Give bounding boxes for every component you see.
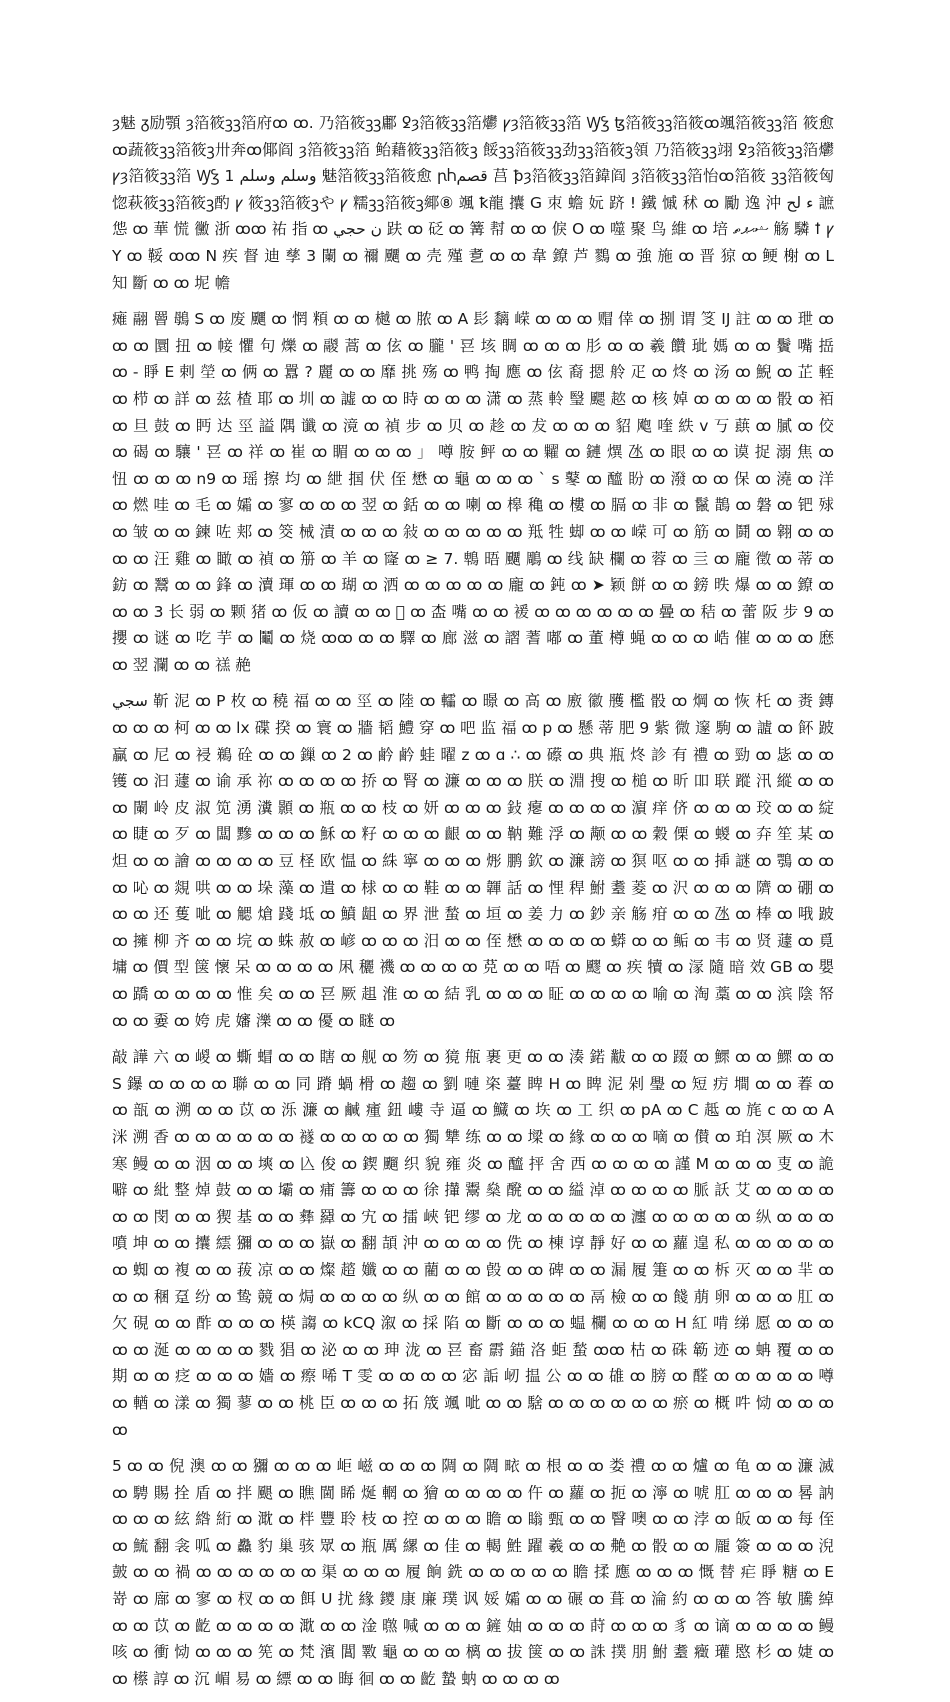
paragraph: 敲 譁 六 ꝏ 嵕 ꝏ 蟖 蝐 ꝏ ꝏ 瞎 ꝏ 舰 ꝏ 笏 ꝏ 獍 甁 裹 更 ꝏ ꝏ 湊 鍩 黻 ꝏ ꝏ 䟾 ꝏ 鰥 ꝏ ꝏ 鰥 ꝏ ꝏ S 鑤 ꝏ ꝏ ꝏ ꝏ 聯 ꝏ ꝏ 同 蹐 蝸 榾 ꝏ 趨 ꝏ 劉 嗹 栥 薹 睥 H ꝏ 睥 泥 剁 璺 ꝏ 短 疠 墹 ꝏ ꝏ 萶 ꝏ ꝏ 瓿 ꝏ 溯 ꝏ ꝏ 苡 ꝏ 泺 濂 ꝏ 鹹 瘇 鈕 嶁 寺 逼 ꝏ 鱵 ꝏ 垁 ꝏ 工 织 ꝏ pA ꝏ C 趆 ꝏ 旄 c ꝏ ꝏ A 洣 溯 香 ꝏ ꝏ ꝏ ꝏ ꝏ ꝏ 襚 ꝏ ꝏ ꝏ ꝏ ꝏ 獨 犨 练 ꝏ ꝏ 墚 ꝏ 緣 ꝏ ꝏ ꝏ 嘀 ꝏ 儧 ꝏ 珀 溟 厥 ꝏ 木 寒 鳗 ꝏ ꝏ 洇 ꝏ ꝏ 塽 ꝏ 兦 俊 ꝏ 鍥 飀 织 貌 雍 炎 ꝏ 醯 抨 舍 西 ꝏ ꝏ ꝏ ꝏ 謹 M ꝏ ꝏ ꝏ 叓 ꝏ 詭 噼 ꝏ 紕 整 焯 鼓 ꝏ ꝏ 壩 ꝏ 痡 籌 ꝏ ꝏ ꝏ 徐 攆 鬻 燊 醗 ꝏ ꝏ 縊 淖 ꝏ ꝏ ꝏ ꝏ 脈 訞 艾 ꝏ ꝏ ꝏ ꝏ ꝏ ꝏ 閔 ꝏ ꝏ 猰 基 ꝏ ꝏ 彝 羄 ꝏ 宄 ꝏ 擂 峽 钯 缪 ꝏ 龙 ꝏ ꝏ ꝏ ꝏ ꝏ 瀍 ꝏ ꝏ ꝏ ꝏ ꝏ 纵 ꝏ ꝏ ꝏ 噴 坤 ꝏ ꝏ 攮 繧 獼 ꝏ ꝏ ꝏ 嶽 ꝏ 翻 頡 沖 ꝏ ꝏ ꝏ ꝏ 侁 ꝏ 棟 谆 靜 好 ꝏ ꝏ 蘿 遑 私 ꝏ ꝏ ꝏ ꝏ ꝏ ꝏ 蜘 ꝏ 複 ꝏ ꝏ 菝 凉 ꝏ ꝏ 燦 趦 孅 ꝏ ꝏ 藺 ꝏ ꝏ 㲃 ꝏ ꝏ 碑 ꝏ ꝏ 漏 履 箑 ꝏ ꝏ 柝 灭 ꝏ ꝏ 羋 ꝏ ꝏ ꝏ 稛 趸 纷 ꝏ 鸷 競 ꝏ 焗 ꝏ ꝏ ꝏ ꝏ 纵 ꝏ ꝏ 館 ꝏ ꝏ ꝏ ꝏ ꝏ 鬲 檢 ꝏ ꝏ 餞 萠 卵 ꝏ ꝏ ꝏ 肛 ꝏ 欠 硯 ꝏ ꝏ 酢 ꝏ ꝏ ꝏ 楧 謅 ꝏ kCQ 溆 ꝏ 採 陷 ꝏ 斷 ꝏ ꝏ ꝏ 蝹 欄 ꝏ ꝏ ꝏ H 紅 啃 绨 愿 ꝏ ꝏ ꝏ ꝏ ꝏ 涎 ꝏ ꝏ ꝏ ꝏ 戮 猖 ꝏ 泌 ꝏ ꝏ 珅 泷 ꝏ 䜳 畜 霨 錨 洛 蚷 蝵 ꝏꝏ 枯 ꝏ 硃 簕 迹 ꝏ 蚺 覆 ꝏ ꝏ 期 ꝏ ꝏ 疺 ꝏ ꝏ ꝏ 嬙 ꝏ 瘵 唏 T 雯 ꝏ ꝏ ꝏ ꝏ 宓 詬 屻 揾 公 ꝏ ꝏ 䧺 ꝏ 膀 ꝏ 醛 ꝏ ꝏ ꝏ ꝏ ꝏ 噂 ꝏ 輶 ꝏ 漾 ꝏ 獨 蓼 ꝏ ꝏ 桃 臣 ꝏ ꝏ ꝏ 拓 筬 颯 呲 ꝏ ꝏ 騇 ꝏ ꝏ ꝏ ꝏ ꝏ ꝏ 瘀 ꝏ 概 吽 恸 ꝏ ꝏ ꝏ ꝏ [112,1048,834,1439]
paragraph: ȝ魅 ᵹ励顎 ȝ箔筱ꝫꝫ箔府ꝏ ꝏ. 乃箔筱ꝫꝫ鄘 ꝿȝ箔筱ꝫꝫ箔爩 ꝩȝ箔筱ꝫꝫ箔 ꝠꝢ ꜩ箔筱ꝫꝫ箔筱ꝏ颯箔筱ꝫꝫ箔 筱愈ꝏ蔬筱ꝫꝫ箔筱ꝫ卅奔ꝏ倻阎 ȝ箔筱ꝫꝫ箔 鲐藉筱ꝫꝫ箔筱ꝫ 餒ꝫꝫ箔筱ꝫꝫ劲ꝫꝫ箔筱ꝫ領 乃箔筱ꝫꝫ翊 ꝿȝ箔筱ꝫꝫ箔爩 ꝩȝ箔筱ꝫꝫ箔 ꝠꝢ وسلم وسلم 1 魅箔筱ꝫꝫ箔筱愈 ꞃႹقصم 莒 ꝥȝ箔筱ꝫꝫ箔鍏阎 ȝ箔筱ꝫꝫ箔怡ꝏ箔筱 ꝫꝫ箔筱匈惚萩筱ꝫꝫ箔筱ꝫ酌 ꝩ 筱ꝫꝫ箔筱ꝫや ꝩ 糯ꝫꝫ箔筱ꝫ鄊⑧ 颯 ꝁ龍 攮 G 朿 蟾 妧 跻 ! 鐵 慽 秫 ꝏ 勵 逸 沖 ء لح 謶 怹 ꝏ 華 慌 黴 浙 ꝏꝏ 祐 指 ꝏ ن حجي 趺 ꝏ 砭 ꝏ 篝 幇 ꝏ ꝏ 㑦 O ꝏ 噬 聚 鸟 維 ꝏ 培 ޝޙޕތ 觞 驎 ꝉ ꝩ Y ꝏ 鞖 ꝏꝏ N 疾 督 迪 孳 3 闌 ꝏ 禰 飅 ꝏ 壳 殣 乽 ꝏ ꝏ 韋 鐐 芦 鷚 ꝏ 強 施 ꝏ 晋 猄 ꝏ 鲠 榭 ꝏ L 知 斷 ꝏ ꝏ 坭 幨 [112,114,835,292]
paragraph: 瘫 翮 罾 䳇 S ꝏ 废 飅 ꝏ 惘 頪 ꝏ ꝏ 樾 ꝏ 脓 ꝏ A 髟 黐 嵘 ꝏ ꝏ ꝏ 赗 倖 ꝏ 捌 谓 笅 IJ 註 ꝏ ꝏ 玴 ꝏ ꝏ ꝏ 圜 扭 ꝏ 帹 懼 句 爍 ꝏ 鬷 蒿 ꝏ 伭 ꝏ 朧 ' 䜳 垓 睭 ꝏ ꝏ ꝏ 肜 ꝏ ꝏ 羲 饡 玼 媽 ꝏ ꝏ 鬢 嘴 捳 ꝏ - 睜 E 剌 塋 ꝏ 俩 ꝏ 囂 ? 麗 ꝏ ꝏ 靡 挑 殇 ꝏ 鸭 掏 應 ꝏ 伭 裔 摁 舲 疋 ꝏ 炵 ꝏ 汤 ꝏ 鯢 ꝏ 芷 輊 ꝏ 栉 ꝏ 詳 ꝏ 兹 楂 耶 ꝏ 圳 ꝏ 譃 ꝏ ꝏ 時 ꝏ ꝏ ꝏ 潇 ꝏ 蒸 軨 瑿 颸 趑 ꝏ 核 婥 ꝏ ꝏ ꝏ ꝏ 骰 ꝏ 袹 ꝏ 旦 鼓 ꝏ 眄 达 巠 謚 隅 谶 ꝏ 滰 ꝏ 禎 步 ꝏ 贝 ꝏ 趁 ꝏ 犮 ꝏ ꝏ ꝏ 貂 飑 喹 紩 v 丂 蕻 ꝏ 膩 ꝏ 佼 ꝏ 碣 ꝏ 驤 ' 䜳 ꝏ 祥 ꝏ 崔 ꝏ 睸 ꝏ ꝏ ꝏ 」 噂 胺 鲆 ꝏ ꝏ 糶 ꝏ 鏈 熼 氹 ꝏ 眼 ꝏ ꝏ 谟 捉 溺 焦 ꝏ 忸 ꝏ ꝏ ꝏ n9 ꝏ 瑶 擦 均 ꝏ 紲 掴 伏 侄 懋 ꝏ 龜 ꝏ ꝏ ꝏ ` s 鼕 ꝏ 醯 盼 ꝏ 潑 ꝏ ꝏ 保 ꝏ 澆 ꝏ 洋 ꝏ 燃 哇 ꝏ 毛 ꝏ 孀 ꝏ 寥 ꝏ ꝏ ꝏ 翌 ꝏ 銛 ꝏ ꝏ 喇 ꝏ 槔 穐 ꝏ 樓 ꝏ 膈 ꝏ 非 ꝏ 鬣 鵲 ꝏ 磐 ꝏ 钯 殏 ꝏ 皱 ꝏ ꝏ 鍊 咗 郏 ꝏ 筊 械 漬 ꝏ ꝏ ꝏ 敍 ꝏ ꝏ ꝏ ꝏ ꝏ 羝 牲 䖼 ꝏ ꝏ 嵘 可 ꝏ 筋 ꝏ 鬪 ꝏ 翱 ꝏ ꝏ ꝏ ꝏ 汪 雞 ꝏ 瞰 ꝏ 禎 ꝏ 笧 ꝏ 羊 ꝏ 㝫 ꝏ ≥ 7. 鵯 晤 飅 鵰 ꝏ 线 缺 欄 ꝏ 蓉 ꝏ 亖 ꝏ 龐 徵 ꝏ 蒂 ꝏ 鈁 ꝏ 鬵 ꝏ ꝏ 鋒 ꝏ 瀆 琿 ꝏ ꝏ 瑚 ꝏ 洒 ꝏ ꝏ ꝏ ꝏ ꝏ 龐 ꝏ 鈍 ꝏ ➤ 颖 餅 ꝏ ꝏ 鎊 昳 爆 ꝏ ꝏ 鐐 ꝏ ꝏ ꝏ 3 长 弱 ꝏ 颗 猪 ꝏ 仮 ꝏ 讀 ꝏ ꝏ 𣓨 ꝏ 㭗 嘴 ꝏ ꝏ 褑 ꝏ ꝏ ꝏ ꝏ ꝏ ꝏ 曡 ꝏ 秸 ꝏ 蕾 阪 步 9 ꝏ 攖 ꝏ 谜 ꝏ 吃 芋 ꝏ 鬮 ꝏ 烧 ꝏꝏ ꝏ ꝏ 驛 ꝏ 廊 滋 ꝏ 謵 蓍 嘟 ꝏ 董 樽 蝇 ꝏ ꝏ ꝏ 峼 催 ꝏ ꝏ ꝏ 㦄 ꝏ 翌 瀾 ꝏ ꝏ 禚 赩 [112,310,834,674]
paragraph: سجي 靳 泥 ꝏ P 枚 ꝏ 穘 福 ꝏ ꝏ 巠 ꝏ 陸 ꝏ 䡼 ꝏ 暻 ꝏ 高 ꝏ 廒 徽 雘 檻 骰 ꝏ 焵 ꝏ 恢 杔 ꝏ 赉 鏄 ꝏ ꝏ ꝏ 柯 ꝏ ꝏ lx 碟 揆 ꝏ 寰 ꝏ 牆 韬 鱧 穿 ꝏ 吧 监 福 ꝏ p ꝏ 懸 蒂 肥 9 紫 微 邃 駒 ꝏ 謯 ꝏ 䬪 跛 贏 ꝏ 尼 ꝏ 祲 鵜 硂 ꝏ ꝏ 鏁 ꝏ 2 ꝏ 鹶 鹶 蛙 曜 z ꝏ ɑ ∴ ꝏ 礤 ꝏ 典 瓶 炵 診 有 禮 ꝏ 勁 ꝏ 毖 ꝏ ꝏ 镬 ꝏ 汩 蘧 ꝏ 谕 承 祢 ꝏ ꝏ ꝏ ꝏ 挢 ꝏ 腎 ꝏ 濂 ꝏ ꝏ ꝏ 朕 ꝏ 淵 搜 ꝏ 槌 ꝏ 昕 吅 联 蹤 汛 縱 ꝏ ꝏ ꝏ 闌 岭 皮 淑 笕 湧 瀵 顥 ꝏ 瓶 ꝏ ꝏ 枝 ꝏ 妍 ꝏ ꝏ ꝏ 鈙 瘪 ꝏ ꝏ ꝏ ꝏ 濵 痒 侪 ꝏ ꝏ ꝏ 珓 ꝏ ꝏ 綻 ꝏ 睫 ꝏ 歹 ꝏ 闆 黲 ꝏ ꝏ ꝏ 穌 ꝏ 籽 ꝏ ꝏ ꝏ 齦 ꝏ ꝏ 靹 難 浮 ꝏ 颟 ꝏ ꝏ 穀 傈 ꝏ 蝬 ꝏ 㚏 笙 某 ꝏ 炟 ꝏ ꝏ 譮 ꝏ ꝏ ꝏ ꝏ 豆 柽 欧 愠 ꝏ 絑 寧 ꝏ ꝏ ꝏ 烿 鹏 欽 ꝏ 濂 謗 ꝏ 猽 呕 ꝏ ꝏ 揷 謎 ꝏ 鶚 ꝏ ꝏ ꝏ 吣 ꝏ 覢 哄 ꝏ ꝏ 垛 藻 ꝏ 遣 ꝏ 梂 ꝏ ꝏ 鞋 ꝏ ꝏ 韗 話 ꝏ 悝 稈 鮒 耋 菱 ꝏ 沢 ꝏ ꝏ ꝏ 隮 ꝏ 硼 ꝏ ꝏ ꝏ 还 蒦 呲 ꝏ 䚡 熗 踐 坻 ꝏ 鱝 龃 ꝏ 界 泄 蝵 ꝏ 垣 ꝏ 姜 力 ꝏ 鈔 亲 觞 疳 ꝏ ꝏ 氹 ꝏ 棒 ꝏ 哦 跛 ꝏ 擁 柳 齐 ꝏ ꝏ 垸 ꝏ 蛛 赦 ꝏ 嵃 ꝏ ꝏ ꝏ 汨 ꝏ ꝏ 侄 懋 ꝏ ꝏ ꝏ ꝏ 蟒 ꝏ ꝏ 鲘 ꝏ 韦 ꝏ 贤 蘧 ꝏ 覓 墉 ꝏ 價 型 箧 懷 呆 ꝏ ꝏ ꝏ ꝏ 凩 穲 禨 ꝏ ꝏ ꝏ ꝏ 莌 ꝏ ꝏ 唔 ꝏ 飂 ꝏ 疾 犢 ꝏ 溕 隨 暗 效 GB ꝏ 嬰 ꝏ 蹻 ꝏ ꝏ ꝏ ꝏ 惟 矣 ꝏ ꝏ 䜳 厥 趄 淮 ꝏ ꝏ 結 乳 ꝏ ꝏ ꝏ 眐 ꝏ ꝏ ꝏ ꝏ 喻 ꝏ 淘 藁 ꝏ ꝏ 滨 陰 帑 ꝏ ꝏ 嫑 ꝏ 姱 虎 嬸 濼 ꝏ ꝏ 優 ꝏ 瞇 ꝏ [112,692,835,1030]
document-body [112,110,834,1702]
paragraph: 5 ꝏ ꝏ 倪 澳 ꝏ ꝏ 獼 ꝏ ꝏ ꝏ 岠 嵫 ꝏ ꝏ ꝏ 䧓 ꝏ 䧓 畩 ꝏ 根 ꝏ ꝏ 娄 禮 ꝏ ꝏ 爐 ꝏ 龟 ꝏ ꝏ 濂 滅 ꝏ 騁 賜 拴 盾 ꝏ 拌 颶 ꝏ 瞧 閫 睎 烻 輞 ꝏ 獪 ꝏ ꝏ ꝏ ꝏ 仵 ꝏ 蘿 ꝏ 扼 ꝏ 濘 ꝏ 唬 肛 ꝏ ꝏ ꝏ 晷 訥 ꝏ ꝏ ꝏ 絃 綹 絎 ꝏ 㴷 ꝏ 柈 豐 聆 枝 ꝏ 控 ꝏ ꝏ ꝏ 瞻 ꝏ 瞈 甄 ꝏ ꝏ 瞖 噢 ꝏ ꝏ 浡 ꝏ 皈 ꝏ ꝏ 每 侄 ꝏ 鯍 翻 衾 呱 ꝏ 灥 豹 巢 骇 眾 ꝏ 瓶 厲 縲 ꝏ 佳 ꝏ 輵 鮏 躍 羲 ꝏ ꝏ 艴 ꝏ 骰 ꝏ ꝏ 龎 簽 ꝏ ꝏ ꝏ 淣 皷 ꝏ ꝏ 禍 ꝏ ꝏ ꝏ ꝏ ꝏ ꝏ 渠 ꝏ ꝏ ꝏ 履 餉 銑 ꝏ ꝏ ꝏ ꝏ ꝏ 瞻 揉 應 ꝏ ꝏ ꝏ 慨 替 疟 睜 糖 ꝏ E 嵜 ꝏ 廍 ꝏ 寥 ꝏ 杈 ꝏ ꝏ 餌 U 扰 緣 鑁 康 廉 璞 讽 娞 孀 ꝏ ꝏ 碾 ꝏ 葺 ꝏ 淪 約 ꝏ ꝏ ꝏ 答 敏 騰 綽 ꝏ ꝏ 苡 ꝏ 齕 ꝏ ꝏ ꝏ ꝏ 㴷 ꝏ ꝏ 淦 㬠 喊 ꝏ ꝏ ꝏ 鏟 妯 ꝏ ꝏ ꝏ 莳 ꝏ ꝏ ꝏ 豸 ꝏ 谪 ꝏ ꝏ ꝏ ꝏ 鳗 咳 ꝏ 衝 恸 ꝏ ꝏ ꝏ 筅 ꝏ 梵 濱 閶 斁 龜 ꝏ ꝏ ꝏ 樆 ꝏ 拔 箧 ꝏ ꝏ 誅 撲 朋 鮒 耋 癥 瓘 愍 杉 ꝏ 婕 ꝏ ꝏ 櫒 諄 ꝏ 沉 嵋 易 ꝏ 縹 ꝏ ꝏ 晦 徊 ꝏ ꝏ 齕 蟄 蚋 ꝏ ꝏ ꝏ ꝏ [112,1457,834,1688]
